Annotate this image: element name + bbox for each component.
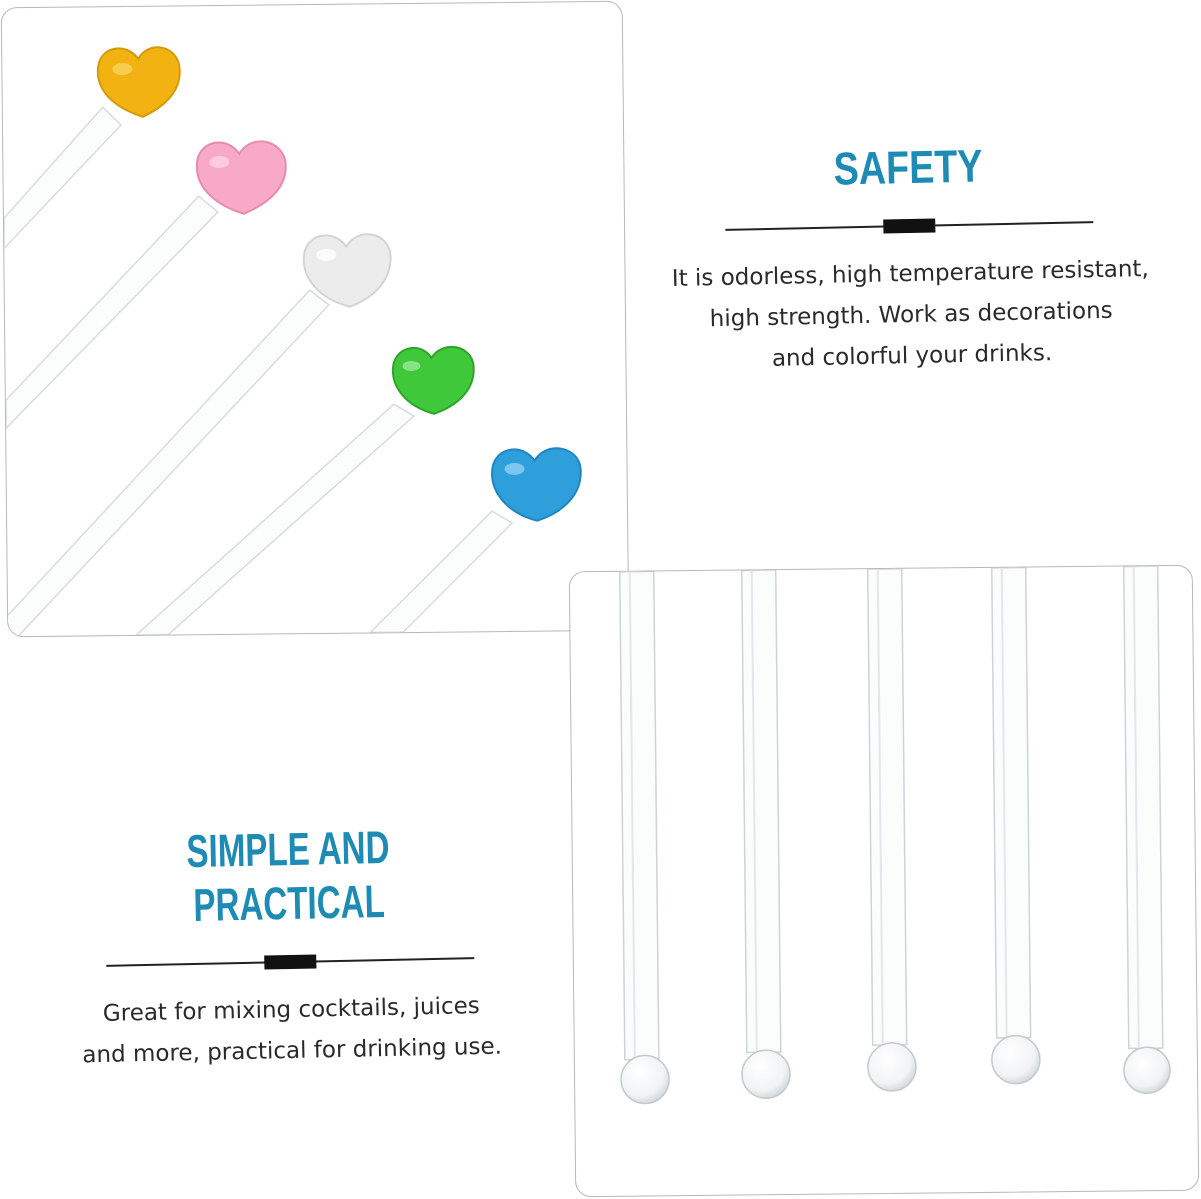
ball-stirrers-photo [569, 565, 1200, 1198]
divider-block [883, 218, 935, 233]
heart-green-icon [393, 347, 474, 415]
simple-divider [106, 948, 474, 976]
simple-line-1: Great for mixing cocktails, juices [102, 993, 480, 1027]
heart-blue-icon [492, 448, 581, 521]
glass-rod-3 [863, 569, 916, 1091]
safety-section [638, 134, 1183, 382]
safety-line-3: and colorful your drinks. [771, 340, 1053, 372]
divider-block [264, 954, 316, 969]
simple-line-2: and more, practical for drinking use. [82, 1033, 503, 1069]
ball-stirrers-illustration [570, 566, 1199, 1196]
simple-practical-title: SIMPLE AND PRACTICAL [185, 820, 390, 932]
glass-rod-1 [616, 571, 670, 1103]
heart-stirrers-illustration [2, 2, 629, 636]
safety-line-1: It is odorless, high temperature resistant, [671, 256, 1150, 292]
glass-rod-2 [737, 570, 791, 1098]
heart-yellow-icon [98, 47, 181, 117]
simple-practical-section [27, 817, 552, 1078]
glass-rod-5 [1119, 566, 1171, 1093]
safety-line-2: high strength. Work as decorations [709, 297, 1113, 333]
simple-practical-description [31, 985, 553, 1078]
heart-stirrers-photo [1, 1, 630, 637]
heart-pink-icon [197, 141, 287, 214]
safety-description [640, 248, 1182, 382]
safety-divider [725, 212, 1093, 240]
glass-rod-4 [987, 567, 1040, 1083]
safety-title: SAFETY [833, 139, 984, 195]
